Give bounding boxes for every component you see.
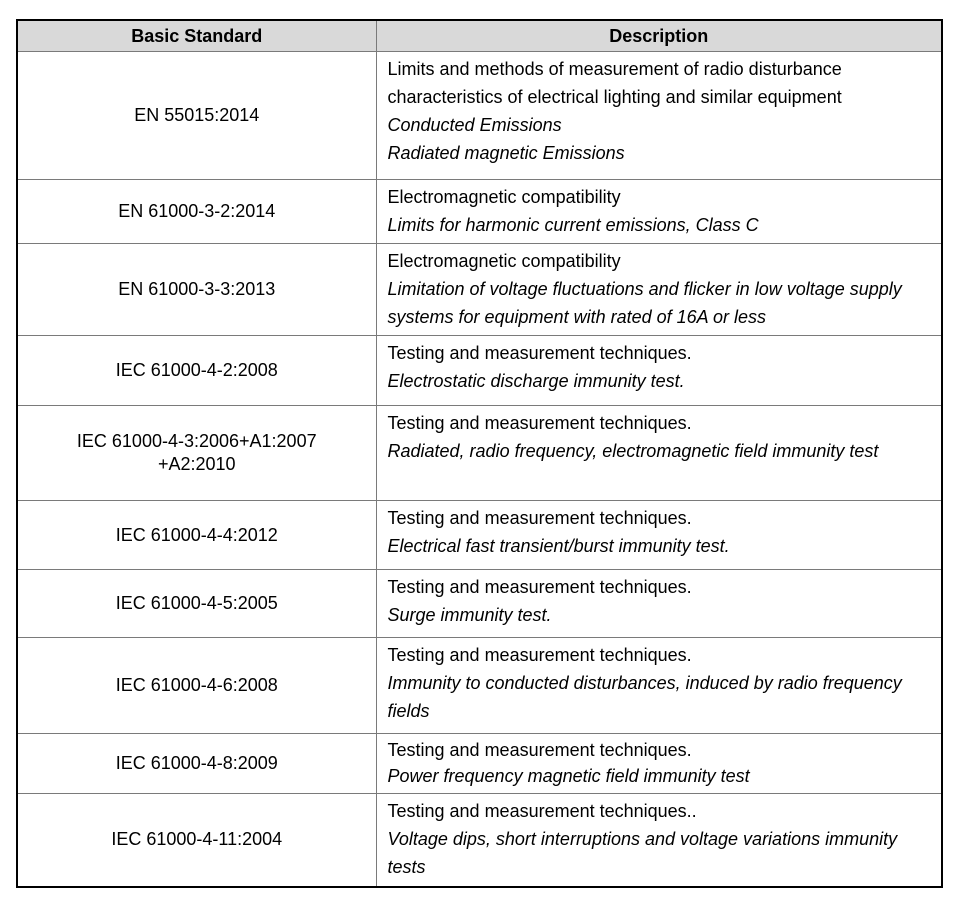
description-detail: Voltage dips, short interruptions and voltage variations immunity tests (387, 829, 898, 877)
standard-name: EN 61000-3-3:2013 (118, 279, 276, 299)
table-row (17, 794, 942, 887)
table-row (17, 336, 942, 406)
description-cell (376, 406, 942, 501)
description-title: Limits and methods of measurement of radio disturbance characteristics of electrical lighting and similar equipment (387, 59, 842, 107)
standard-cell (17, 406, 376, 501)
description-cell (376, 336, 942, 406)
column-header-basic-standard: Basic Standard (17, 20, 376, 52)
standard-cell (17, 180, 376, 244)
description-cell (376, 638, 942, 734)
standard-name: IEC 61000-4-11:2004 (111, 829, 283, 850)
description-detail: Immunity to conducted disturbances, induced by radio frequency fields (387, 673, 902, 721)
standard-name: IEC 61000-4-4:2012 (115, 524, 278, 545)
description-detail: Radiated, radio frequency, electromagnetic field immunity test (387, 441, 879, 461)
description-cell (376, 734, 942, 794)
description-title: Testing and measurement techniques. (387, 740, 692, 760)
description-title: Testing and measurement techniques. (387, 413, 692, 433)
standard-name: IEC 61000-4-2:2008 (115, 360, 278, 380)
standard-name: IEC 61000-4-6:2008 (115, 675, 278, 695)
description-detail: Electrostatic discharge immunity test. (387, 371, 685, 391)
description-detail: Power frequency magnetic field immunity test (387, 766, 750, 786)
table-row (17, 52, 942, 180)
standard-cell (17, 336, 376, 406)
table-row (17, 734, 942, 794)
standard-name: IEC 61000-4-3:2006+A1:2007 (76, 431, 317, 451)
description-detail: Limits for harmonic current emissions, Class C (387, 215, 759, 235)
description-cell (376, 570, 942, 638)
standard-cell (17, 734, 376, 794)
standards-table (16, 19, 943, 888)
description-cell (376, 794, 942, 887)
description-cell (376, 52, 942, 180)
description-title: Electromagnetic compatibility (387, 187, 621, 207)
description-title: Electromagnetic compatibility (387, 251, 621, 271)
standard-cell (17, 794, 376, 887)
standard-cell (17, 501, 376, 570)
standard-name: IEC 61000-4-5:2005 (115, 593, 278, 613)
description-detail: Limitation of voltage fluctuations and flicker in low voltage supply systems for equipment with rated of 16A or less (387, 279, 902, 327)
description-detail: Surge immunity test. (387, 605, 552, 625)
description-title: Testing and measurement techniques. (387, 645, 692, 665)
table-row (17, 244, 942, 336)
table-row (17, 638, 942, 734)
table-header-row (17, 20, 942, 52)
standard-cell (17, 52, 376, 180)
description-title: Testing and measurement techniques. (387, 343, 692, 363)
standard-name: EN 61000-3-2:2014 (118, 201, 276, 221)
table-row (17, 180, 942, 244)
standard-name: IEC 61000-4-8:2009 (115, 753, 278, 773)
table-row (17, 570, 942, 638)
standard-cell (17, 570, 376, 638)
description-cell (376, 244, 942, 336)
description-title: Testing and measurement techniques. (387, 577, 692, 597)
column-header-description: Description (376, 20, 942, 52)
description-title: Testing and measurement techniques. (387, 508, 692, 528)
description-detail: Radiated magnetic Emissions (387, 143, 625, 163)
description-title: Testing and measurement techniques.. (387, 801, 697, 821)
table-row (17, 406, 942, 501)
description-detail: Conducted Emissions (387, 115, 562, 135)
standard-name: +A2:2010 (157, 454, 236, 474)
standard-cell (17, 638, 376, 734)
standard-cell (17, 244, 376, 336)
description-cell (376, 180, 942, 244)
table-row (17, 501, 942, 570)
standard-name: EN 55015:2014 (134, 105, 260, 125)
table-body (17, 52, 942, 887)
description-detail: Electrical fast transient/burst immunity test. (387, 536, 730, 556)
description-cell (376, 501, 942, 570)
